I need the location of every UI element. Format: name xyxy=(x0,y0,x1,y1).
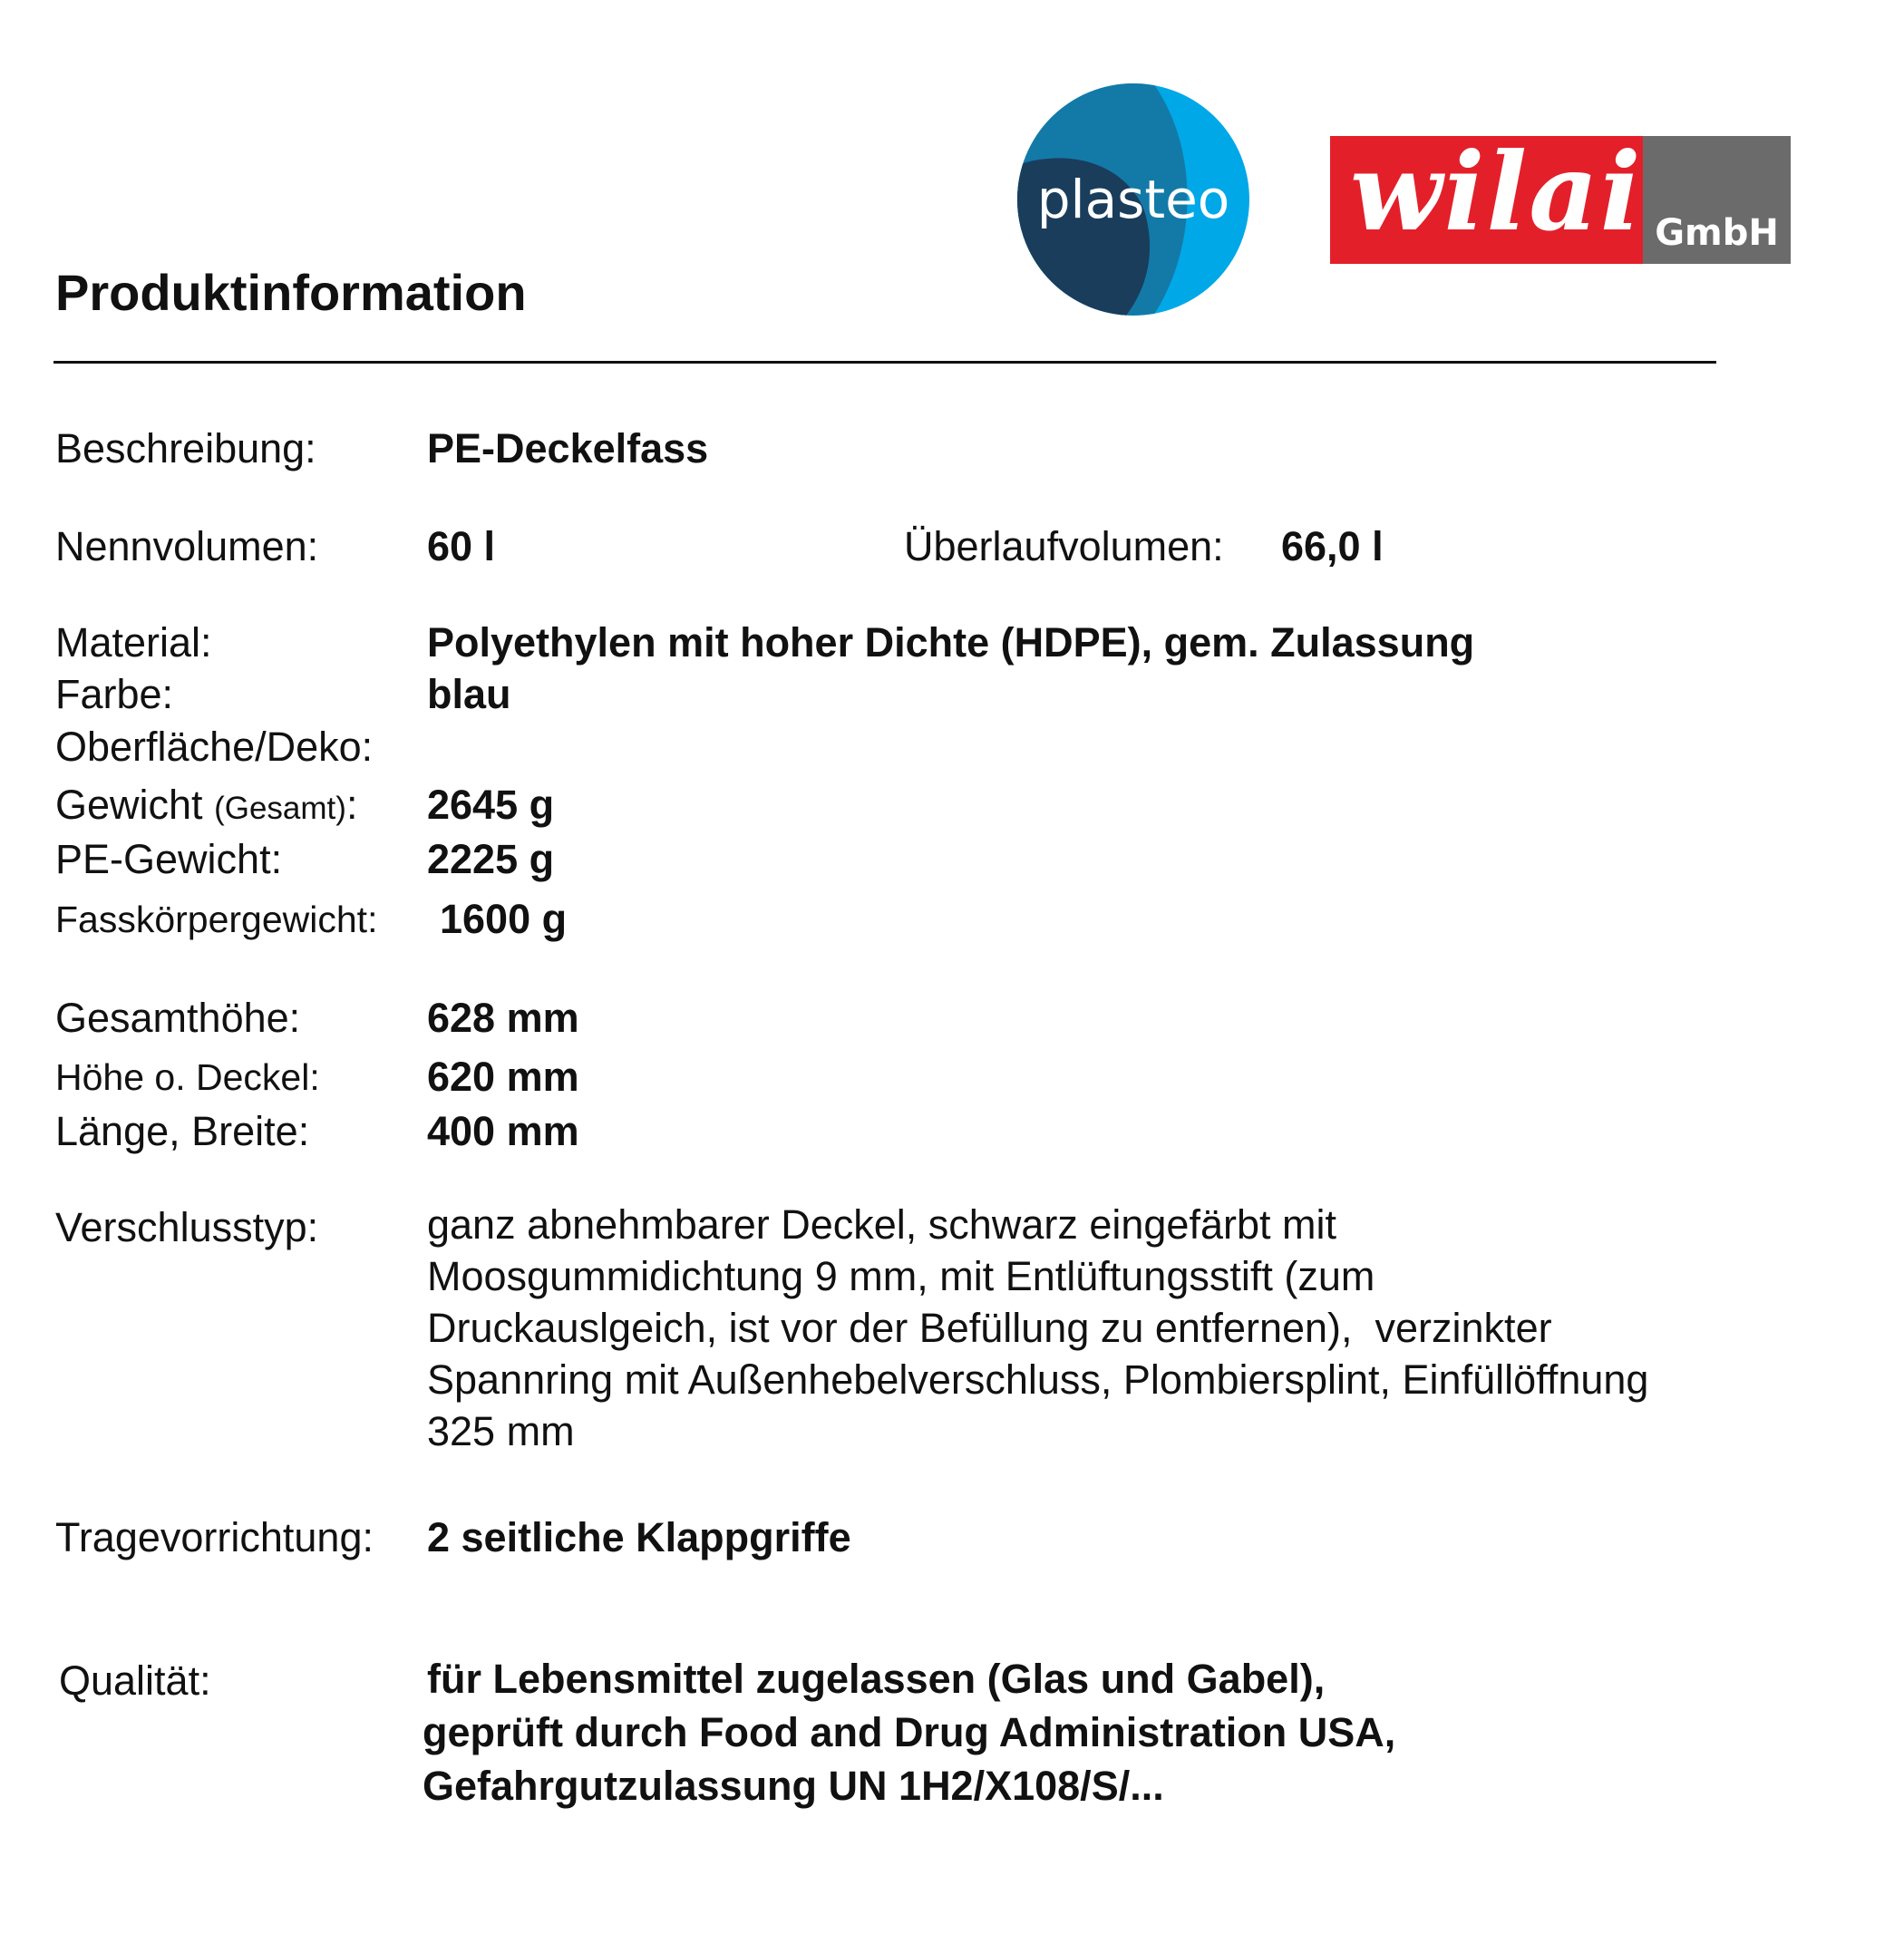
value-verschlusstyp xyxy=(427,1199,1878,1457)
wilai-logo-suffix: GmbH xyxy=(1655,212,1779,254)
value-beschreibung: PE-Deckelfass xyxy=(427,425,709,471)
label-ueberlaufvolumen: Überlaufvolumen: xyxy=(904,523,1224,569)
label-hoehe-o-deckel: Höhe o. Deckel: xyxy=(55,1056,320,1098)
label-nennvolumen: Nennvolumen: xyxy=(55,523,319,569)
wilai-logo-text: wilai xyxy=(1350,129,1643,255)
qualitaet-line: Gefahrgutzulassung UN 1H2/X108/S/... xyxy=(423,1763,1164,1809)
plasteo-logo-text: plasteo xyxy=(1036,169,1230,230)
value-ueberlaufvolumen: 66,0 l xyxy=(1281,523,1384,569)
verschlusstyp-line: Druckauslgeich, ist vor der Befüllung zu entfernen), verzinkter xyxy=(427,1305,1552,1351)
label-farbe: Farbe: xyxy=(55,671,174,717)
wilai-logo-grey-panel xyxy=(1643,136,1791,264)
qualitaet-line: für Lebensmittel zugelassen (Glas und Gabel), xyxy=(427,1656,1326,1702)
wilai-logo xyxy=(1330,129,1791,264)
value-nennvolumen: 60 l xyxy=(427,523,496,569)
label-material: Material: xyxy=(55,619,212,666)
value-tragevorrichtung: 2 seitliche Klappgriffe xyxy=(427,1514,851,1560)
value-gewicht: 2645 g xyxy=(427,782,555,828)
label-tragevorrichtung: Tragevorrichtung: xyxy=(55,1514,374,1560)
label-gewicht-note: (Gesamt) xyxy=(214,791,346,826)
value-qualitaet xyxy=(423,1652,1878,1813)
label-gewicht xyxy=(55,782,357,829)
label-gewicht-text: Gewicht xyxy=(55,782,203,828)
plasteo-logo xyxy=(1017,83,1249,316)
value-farbe: blau xyxy=(427,671,511,717)
value-laenge-breite: 400 mm xyxy=(427,1108,579,1154)
value-fasskoerpergewicht: 1600 g xyxy=(440,896,568,942)
label-qualitaet: Qualität: xyxy=(59,1657,211,1704)
verschlusstyp-line: Moosgummidichtung 9 mm, mit Entlüftungsstift (zum xyxy=(427,1253,1375,1299)
value-pe-gewicht: 2225 g xyxy=(427,836,555,882)
label-fasskoerpergewicht: Fasskörpergewicht: xyxy=(55,899,378,940)
label-gewicht-colon: : xyxy=(345,782,358,828)
label-beschreibung: Beschreibung: xyxy=(55,425,316,471)
label-pe-gewicht: PE-Gewicht: xyxy=(55,836,283,882)
qualitaet-line: geprüft durch Food and Drug Administration USA, xyxy=(423,1709,1396,1755)
verschlusstyp-line: 325 mm xyxy=(427,1408,575,1454)
label-gesamthoehe: Gesamthöhe: xyxy=(55,995,301,1041)
label-oberflaeche: Oberfläche/Deko: xyxy=(55,724,374,770)
value-material: Polyethylen mit hoher Dichte (HDPE), gem. Zulassung xyxy=(427,619,1475,666)
wilai-logo-red-panel xyxy=(1330,129,1643,264)
value-gesamthoehe: 628 mm xyxy=(427,995,579,1041)
value-hoehe-o-deckel: 620 mm xyxy=(427,1054,579,1100)
header-divider xyxy=(53,361,1716,364)
label-verschlusstyp: Verschlusstyp: xyxy=(55,1204,319,1250)
label-laenge-breite: Länge, Breite: xyxy=(55,1108,310,1154)
page-title: Produktinformation xyxy=(55,264,527,321)
verschlusstyp-line: Spannring mit Außenhebelverschluss, Plombiersplint, Einfüllöffnung xyxy=(427,1356,1649,1403)
verschlusstyp-line: ganz abnehmbarer Deckel, schwarz eingefärbt mit xyxy=(427,1201,1336,1248)
